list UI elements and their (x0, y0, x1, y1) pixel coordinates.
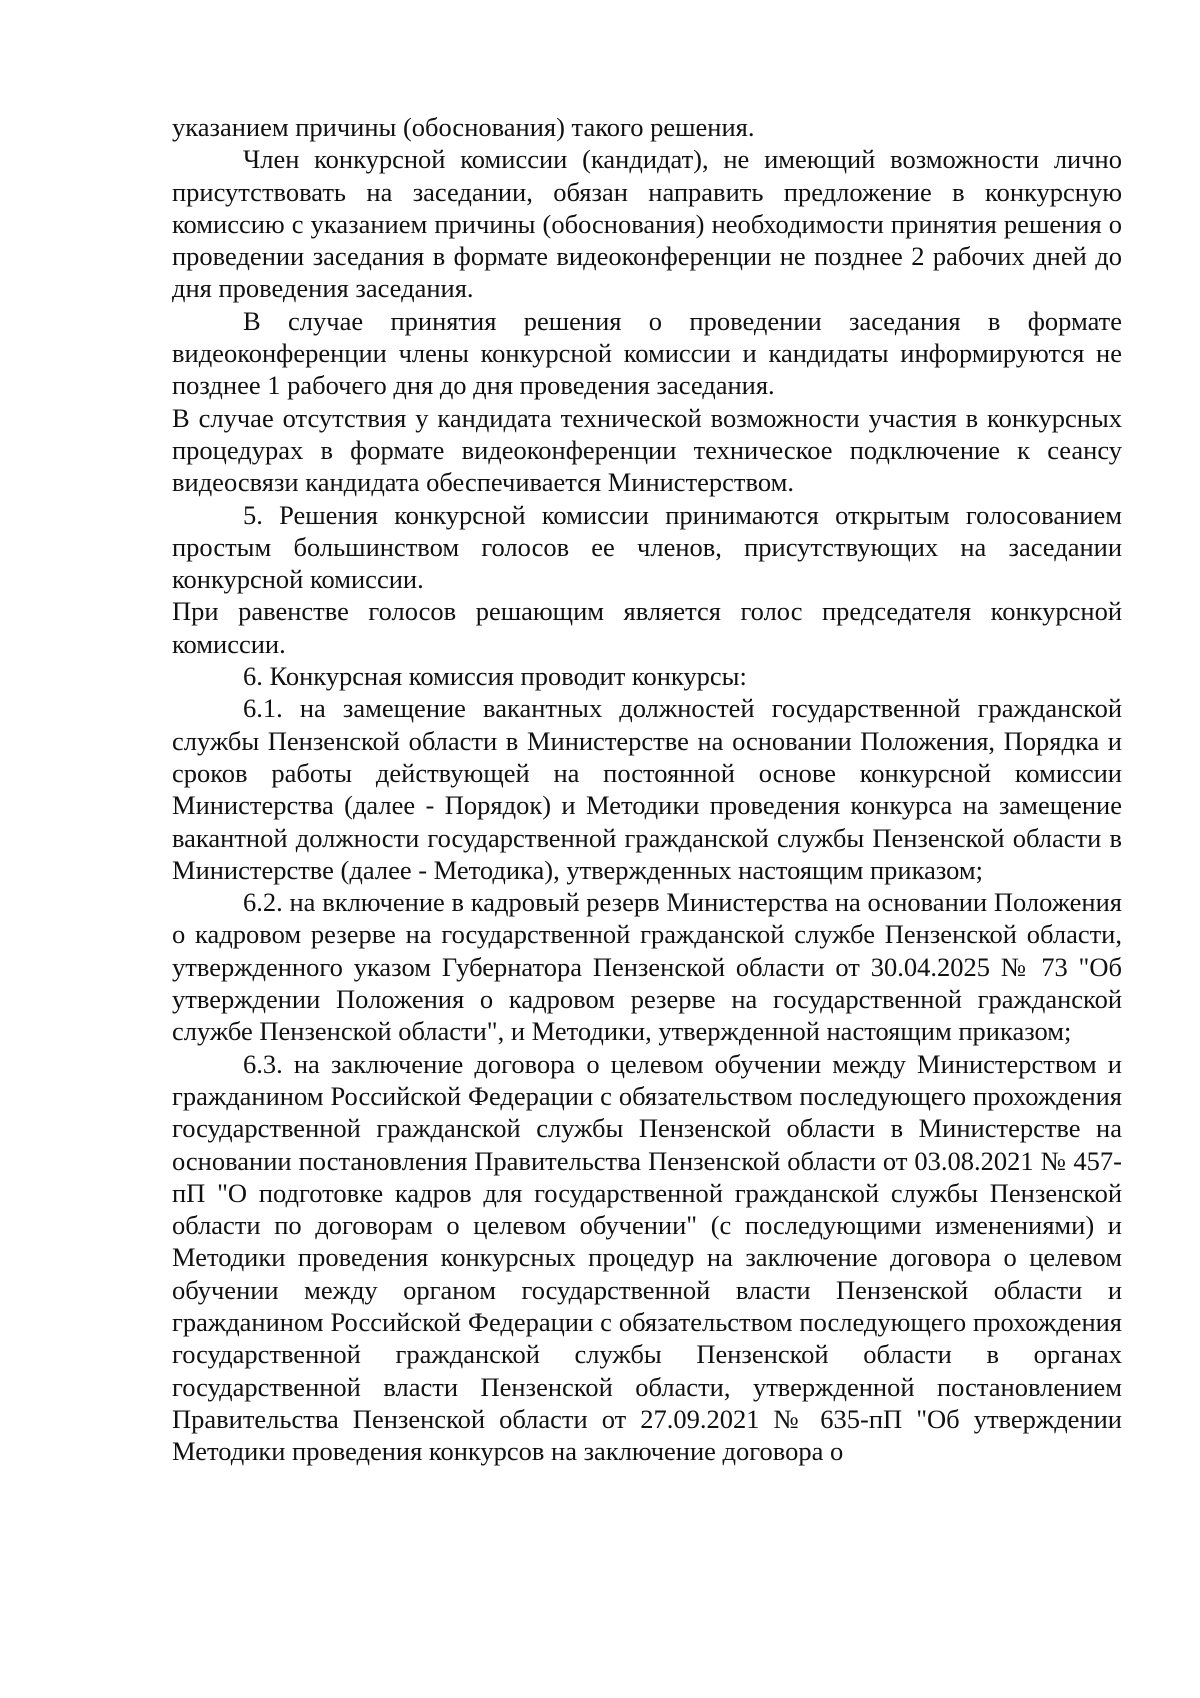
paragraph-item-6-2: 6.2. на включение в кадровый резерв Министерства на основании Положения о кадровом резерве на государственной гражданской службе Пензенской области, утвержденного указом Губернатора Пензенской области от 30.04.2025 № 73 "Об утверждении Положения о кадровом резерве на государственной гражданской службе Пензенской области", и Методики, утвержденной настоящим приказом; (172, 887, 1122, 1047)
paragraph-item-6-1: 6.1. на замещение вакантных должностей государственной гражданской службы Пензенской области в Министерстве на основании Положения, Порядка и сроков работы действующей на постоянной основе конкурсной комиссии Министерства (далее - Порядок) и Методики проведения конкурса на замещение вакантной должности государственной гражданской службы Пензенской области в Министерстве (далее - Методика), утвержденных настоящим приказом; (172, 693, 1122, 885)
paragraph-tie-vote: При равенстве голосов решающим является голос председателя конкурсной комиссии. (172, 596, 1122, 659)
document-page (172, 111, 1122, 1467)
paragraph-item-6-heading: 6. Конкурсная комиссия проводит конкурсы: (243, 661, 747, 692)
paragraph-item-6-3: 6.3. на заключение договора о целевом обучении между Министерством и гражданином Российской Федерации с обязательством последующего прохождения государственной гражданской службы Пензенской области в Министерстве на основании постановления Правительства Пензенской области от 03.08.2021 № 457-пП "О подготовке кадров для государственной гражданской службы Пензенской области по договорам о целевом обучении" (с последующими изменениями) и Методики проведения конкурсных процедур на заключение договора о целевом обучении между органом государственной власти Пензенской области и гражданином Российской Федерации с обязательством последующего прохождения государственной гражданской службы Пензенской области в органах государственной власти Пензенской области, утвержденной постановлением Правительства Пензенской области от 27.09.2021 № 635-пП "Об утверждении Методики проведения конкурсов на заключение договора о (172, 1048, 1122, 1467)
paragraph-technical-connection: В случае отсутствия у кандидата технической возможности участия в конкурсных процедурах в формате видеоконференции техническое подключение к сеансу видеосвязи кандидата обеспечивается Министерством. (172, 402, 1122, 498)
paragraph-videoconference-decision: В случае принятия решения о проведении заседания в формате видеоконференции члены конкурсной комиссии и кандидаты информируются не позднее 1 рабочего дня до дня проведения заседания. (172, 305, 1122, 401)
paragraph-item-5-decisions: 5. Решения конкурсной комиссии принимаются открытым голосованием простым большинством голосов ее членов, присутствующих на заседании конкурсной комиссии. (172, 499, 1122, 595)
paragraph-reason-end: указанием причины (обоснования) такого решения. (172, 112, 755, 142)
paragraph-member-absence: Член конкурсной комиссии (кандидат), не имеющий возможности лично присутствовать на заседании, обязан направить предложение в конкурсную комиссию с указанием причины (обоснования) необходимости принятия решения о проведении заседания в формате видеоконференции не позднее 2 рабочих дней до дня проведения заседания. (172, 144, 1122, 304)
